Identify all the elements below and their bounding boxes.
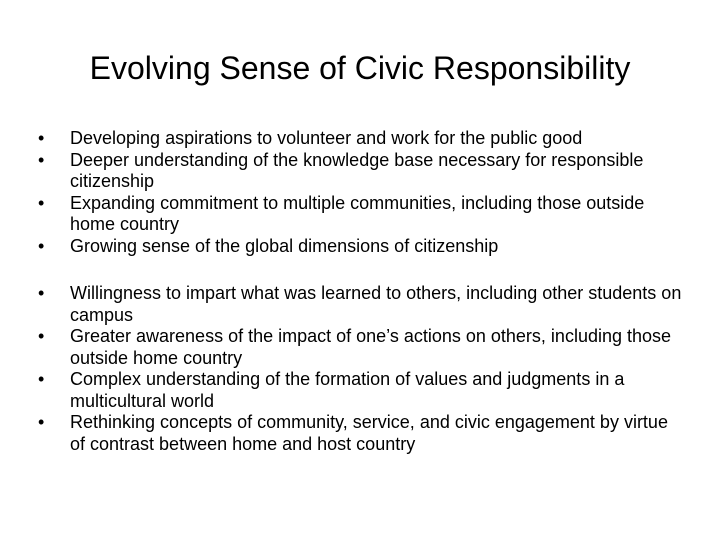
bullet-icon: • xyxy=(38,192,45,213)
bullet-icon: • xyxy=(38,149,45,170)
list-item xyxy=(36,236,686,258)
bullet-icon: • xyxy=(38,283,45,303)
list-item xyxy=(36,283,686,326)
bullet-icon: • xyxy=(38,412,45,432)
list-item-text: Expanding commitment to multiple communities, including those outside home country xyxy=(70,192,645,234)
list-item xyxy=(36,369,686,412)
bullet-list-primary xyxy=(36,128,686,257)
list-item xyxy=(36,128,686,150)
list-item-text: Rethinking concepts of community, service, and civic engagement by virtue of contrast between home and host country xyxy=(70,412,668,454)
list-item-text: Growing sense of the global dimensions of citizenship xyxy=(70,235,499,256)
bullet-icon: • xyxy=(38,128,45,148)
slide-title: Evolving Sense of Civic Responsibility xyxy=(89,50,631,86)
list-item-text: Developing aspirations to volunteer and work for the public good xyxy=(70,128,583,148)
list-item xyxy=(36,326,686,369)
bullet-icon: • xyxy=(38,369,45,389)
list-item xyxy=(36,412,686,455)
list-item-text: Complex understanding of the formation of values and judgments in a multicultural world xyxy=(70,369,625,411)
bullet-icon: • xyxy=(38,235,45,256)
list-item xyxy=(36,150,686,193)
bullet-icon: • xyxy=(38,326,45,346)
bullet-list-secondary xyxy=(36,283,686,455)
list-item xyxy=(36,193,686,236)
list-item-text: Deeper understanding of the knowledge base necessary for responsible citizenship xyxy=(70,149,644,191)
list-item-text: Willingness to impart what was learned to others, including other students on campus xyxy=(70,283,682,325)
list-item-text: Greater awareness of the impact of one’s actions on others, including those outside home country xyxy=(70,326,672,368)
